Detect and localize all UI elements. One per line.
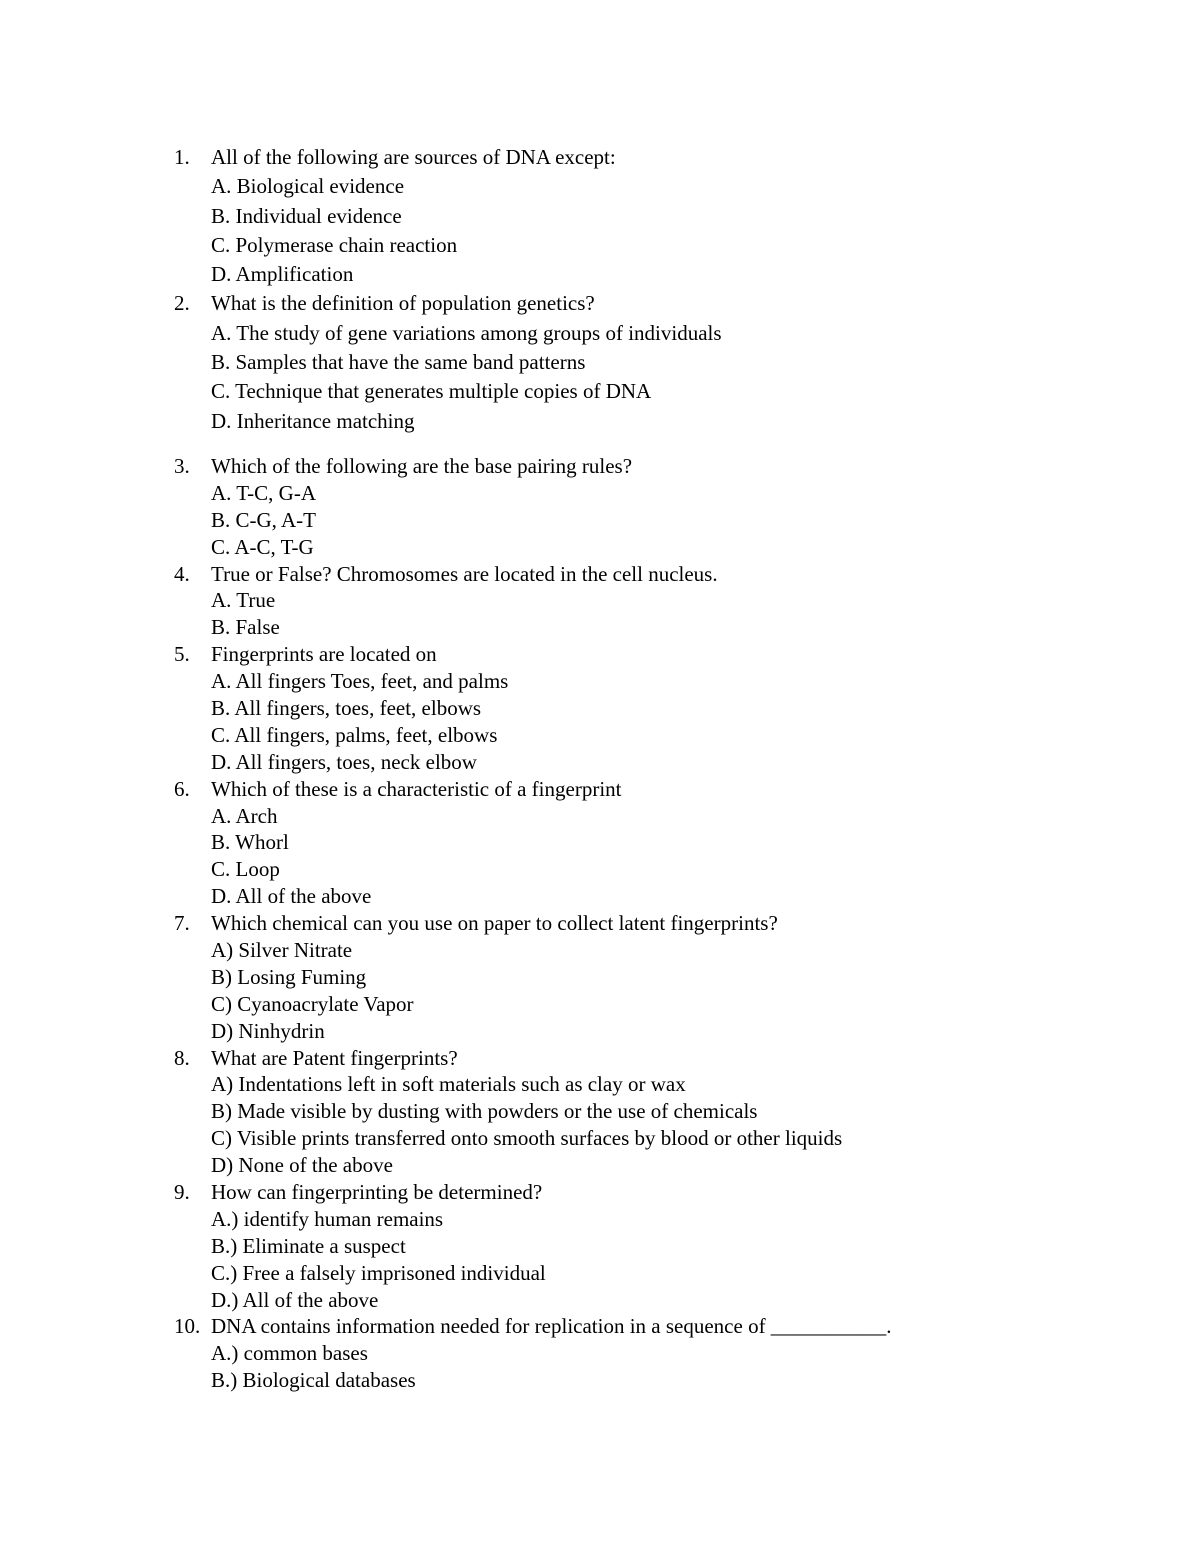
answer-option: B. C-G, A-T <box>211 507 316 532</box>
answer-option: A. True <box>211 588 276 613</box>
question-line <box>0 143 1200 172</box>
answer-options <box>0 1206 1200 1314</box>
answer-option: C. Technique that generates multiple copies of DNA <box>211 379 652 404</box>
answer-options <box>0 803 1200 911</box>
answer-option: B. All fingers, toes, feet, elbows <box>211 695 482 720</box>
question-list <box>0 143 1200 1394</box>
answer-option: B) Made visible by dusting with powders or the use of chemicals <box>211 1099 758 1124</box>
question-1 <box>0 143 1200 289</box>
answer-option: D. Inheritance matching <box>211 408 415 433</box>
answer-option: A. The study of gene variations among groups of individuals <box>211 320 722 345</box>
question-8 <box>0 1045 1200 1179</box>
question-line <box>0 453 1200 480</box>
question-text: All of the following are sources of DNA except: <box>211 145 616 169</box>
question-text: Which of the following are the base pairing rules? <box>211 453 633 478</box>
question-2 <box>0 289 1200 435</box>
answer-option: A.) identify human remains <box>211 1206 444 1231</box>
answer-options <box>0 480 1200 561</box>
answer-option: B) Losing Fuming <box>211 964 367 989</box>
answer-option: A) Silver Nitrate <box>211 938 353 962</box>
answer-options <box>0 172 1200 289</box>
question-number: 3. <box>174 453 190 478</box>
question-7 <box>0 910 1200 1044</box>
question-line <box>0 289 1200 318</box>
answer-option: B. False <box>211 615 280 640</box>
question-10 <box>0 1313 1200 1394</box>
question-number: 6. <box>174 776 190 801</box>
answer-option: D) Ninhydrin <box>211 1018 325 1043</box>
question-number: 4. <box>174 561 190 586</box>
question-text: DNA contains information needed for replication in a sequence of ___________. <box>211 1314 892 1339</box>
answer-options <box>0 319 1200 436</box>
answer-option: A) Indentations left in soft materials such as clay or wax <box>211 1072 686 1097</box>
answer-option: B.) Eliminate a suspect <box>211 1233 406 1258</box>
question-text: How can fingerprinting be determined? <box>211 1180 543 1205</box>
answer-options <box>0 1071 1200 1179</box>
question-number: 1. <box>174 145 190 169</box>
answer-option: C) Visible prints transferred onto smooth surfaces by blood or other liquids <box>211 1126 843 1151</box>
question-number: 8. <box>174 1045 190 1070</box>
answer-option: A. T-C, G-A <box>211 480 317 505</box>
question-9 <box>0 1179 1200 1313</box>
question-6 <box>0 776 1200 910</box>
answer-options <box>0 1340 1200 1394</box>
answer-option: D. Amplification <box>211 262 354 287</box>
question-line <box>0 1179 1200 1206</box>
answer-option: C. All fingers, palms, feet, elbows <box>211 722 498 747</box>
answer-option: C. A-C, T-G <box>211 534 314 559</box>
question-text: True or False? Chromosomes are located in the cell nucleus. <box>211 561 718 586</box>
answer-option: B. Samples that have the same band patterns <box>211 350 586 375</box>
question-line <box>0 561 1200 588</box>
answer-option: D. All fingers, toes, neck elbow <box>211 749 477 774</box>
question-4 <box>0 561 1200 642</box>
answer-option: C) Cyanoacrylate Vapor <box>211 991 414 1016</box>
answer-options <box>0 937 1200 1045</box>
question-text: What is the definition of population genetics? <box>211 291 595 316</box>
answer-option: A. Arch <box>211 803 278 828</box>
question-number: 7. <box>174 911 190 936</box>
answer-options <box>0 668 1200 776</box>
question-text: Fingerprints are located on <box>211 642 437 667</box>
answer-option: D) None of the above <box>211 1153 393 1178</box>
answer-options <box>0 587 1200 641</box>
question-text: Which of these is a characteristic of a fingerprint <box>211 776 622 801</box>
question-line <box>0 641 1200 668</box>
answer-option: B. Whorl <box>211 830 289 855</box>
question-line <box>0 776 1200 803</box>
question-line <box>0 1045 1200 1072</box>
question-text: Which chemical can you use on paper to collect latent fingerprints? <box>211 911 778 936</box>
question-3 <box>0 453 1200 561</box>
question-number: 2. <box>174 291 190 316</box>
answer-option: C. Polymerase chain reaction <box>211 232 458 257</box>
answer-option: D.) All of the above <box>211 1287 379 1312</box>
answer-option: A. All fingers Toes, feet, and palms <box>211 669 509 694</box>
question-line <box>0 1313 1200 1340</box>
question-5 <box>0 641 1200 775</box>
answer-option: B. Individual evidence <box>211 203 402 228</box>
answer-option: D. All of the above <box>211 884 372 909</box>
spacer <box>0 436 1200 453</box>
answer-option: B.) Biological databases <box>211 1368 416 1393</box>
question-number: 5. <box>174 642 190 667</box>
answer-option: C. Loop <box>211 857 280 882</box>
question-text: What are Patent fingerprints? <box>211 1045 458 1070</box>
question-number: 9. <box>174 1180 190 1205</box>
question-line <box>0 910 1200 937</box>
answer-option: A. Biological evidence <box>211 174 405 199</box>
answer-option: C.) Free a falsely imprisoned individual <box>211 1260 546 1285</box>
question-number: 10. <box>174 1314 201 1339</box>
answer-option: A.) common bases <box>211 1341 368 1366</box>
